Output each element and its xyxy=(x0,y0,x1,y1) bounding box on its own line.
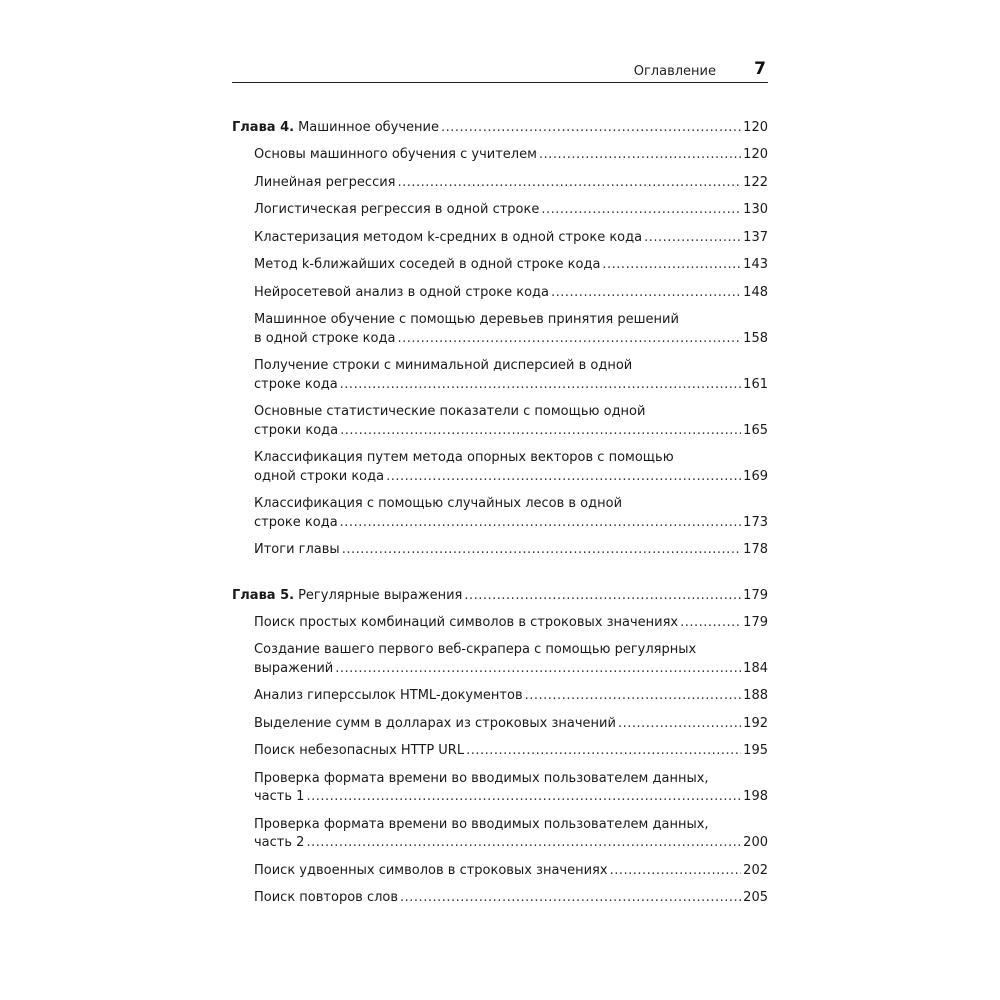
toc-entry-page: 179 xyxy=(743,614,768,630)
toc-entry-page: 200 xyxy=(743,835,768,850)
running-header-title: Оглавление xyxy=(633,64,716,79)
toc-entry-page: 122 xyxy=(743,174,768,190)
dot-leader xyxy=(464,587,741,606)
toc-entry-title: Поиск простых комбинаций символов в строковых значениях xyxy=(254,614,679,630)
toc-entry-title: Поиск небезопасных HTTP URL xyxy=(254,743,465,758)
dot-leader xyxy=(551,284,741,303)
toc-entry-page: 165 xyxy=(743,422,768,438)
toc-entry-title-line: Классификация с помощью случайных лесов в одной xyxy=(254,496,623,511)
dot-leader xyxy=(618,715,741,734)
dot-leader xyxy=(397,330,741,349)
toc-entry-page: 143 xyxy=(743,257,768,272)
toc-entry xyxy=(232,614,768,642)
toc-entry xyxy=(232,311,768,348)
dot-leader xyxy=(466,742,741,761)
chapter-number: Глава 4. xyxy=(232,120,295,135)
toc-entry-last-line xyxy=(254,660,768,679)
toc-entry-title-line: выражений xyxy=(254,660,334,676)
chapter-number: Глава 5. xyxy=(232,587,295,603)
dot-leader xyxy=(335,660,741,679)
page-number: 7 xyxy=(754,59,766,79)
toc-entry-last-line xyxy=(254,422,768,441)
toc-entry-title: Выделение сумм в долларах из строковых значений xyxy=(254,715,616,731)
toc-entry-page: 169 xyxy=(743,468,768,484)
toc-entry xyxy=(232,357,768,394)
toc-entry xyxy=(232,201,768,229)
dot-leader xyxy=(680,614,741,633)
chapter-section xyxy=(232,587,768,917)
dot-leader xyxy=(306,788,741,807)
dot-leader xyxy=(539,146,741,165)
toc-entry-title-line: Классификация путем метода опорных векторов с помощью xyxy=(254,450,674,465)
chapter-title: Машинное обучение xyxy=(298,120,439,135)
toc-entry-last-line xyxy=(254,834,768,853)
toc-entry-title: Анализ гиперссылок HTML-документов xyxy=(254,688,523,703)
toc-entry-title: Логистическая регрессия в одной строке xyxy=(254,202,540,217)
toc-entry xyxy=(232,284,768,312)
running-header xyxy=(232,60,768,83)
chapter-heading xyxy=(232,587,768,614)
toc-entry-title-line: Машинное обучение с помощью деревьев принятия решений xyxy=(254,312,679,327)
toc-entry xyxy=(232,229,768,257)
toc-entry-last-line xyxy=(254,468,768,487)
toc-entry xyxy=(232,403,768,440)
toc-entry-page: 158 xyxy=(743,330,768,346)
dot-leader xyxy=(400,889,741,908)
toc-entry-title-line: часть 1 xyxy=(254,789,305,804)
toc-entry-title-line: Проверка формата времени во вводимых пользователем данных, xyxy=(254,816,709,832)
toc-entry-page: 198 xyxy=(743,789,768,804)
chapter-label xyxy=(232,119,439,138)
toc-entry-page: 178 xyxy=(743,542,768,557)
toc-entry-page: 130 xyxy=(743,202,768,217)
toc-entry-title: Метод k-ближайших соседей в одной строке кода xyxy=(254,257,601,272)
dot-leader xyxy=(525,687,742,706)
toc-entry xyxy=(232,641,768,678)
toc-entry-page: 195 xyxy=(743,743,768,758)
toc-entry-title-line: Создание вашего первого веб-скрапера с помощью регулярных xyxy=(254,642,697,657)
toc-entry-last-line xyxy=(254,514,768,533)
dot-leader xyxy=(644,229,741,248)
toc-entry-page: 205 xyxy=(743,890,768,905)
toc-entry-title: Кластеризация методом k-средних в одной строке кода xyxy=(254,229,643,245)
toc-entry-title-line: Основные статистические показатели с помощью одной xyxy=(254,404,646,419)
toc-entry-title: Поиск удвоенных символов в строковых значениях xyxy=(254,862,608,878)
chapter-title: Регулярные выражения xyxy=(298,587,463,603)
dot-leader xyxy=(340,422,741,441)
toc-entry-title-line: строки кода xyxy=(254,422,339,438)
toc-entry-page: 192 xyxy=(743,715,768,731)
toc-entry-title-line: в одной строке кода xyxy=(254,330,396,346)
dot-leader xyxy=(441,119,741,138)
dot-leader xyxy=(541,201,741,220)
dot-leader xyxy=(340,514,742,533)
toc-entry-page: 120 xyxy=(743,147,768,162)
toc-entry-title: Поиск повторов слов xyxy=(254,890,399,905)
toc-entry-page: 161 xyxy=(743,376,768,392)
toc-entry xyxy=(232,256,768,284)
toc-entry-last-line xyxy=(254,788,768,807)
toc-entry xyxy=(232,174,768,202)
toc-entry xyxy=(232,715,768,743)
toc-entry-title-line: Проверка формата времени во вводимых пользователем данных, xyxy=(254,770,709,786)
toc-entry-last-line xyxy=(254,330,768,349)
toc-entry xyxy=(232,687,768,715)
dot-leader xyxy=(306,834,741,853)
toc-entry-title: Основы машинного обучения с учителем xyxy=(254,147,537,162)
toc-entry xyxy=(232,770,768,807)
toc-entry-title: Линейная регрессия xyxy=(254,174,396,190)
toc-entry-title: Итоги главы xyxy=(254,542,340,557)
toc-entry-title-line: строке кода xyxy=(254,376,338,392)
toc-entry-last-line xyxy=(254,376,768,395)
chapter-section xyxy=(232,119,768,569)
toc-entry xyxy=(232,541,768,569)
chapter-label xyxy=(232,587,462,606)
toc-entry xyxy=(232,449,768,486)
toc-entry-page: 137 xyxy=(743,229,768,245)
dot-leader xyxy=(610,862,742,881)
toc-entry xyxy=(232,146,768,174)
toc-entry-title-line: одной строки кода xyxy=(254,468,385,484)
table-of-contents xyxy=(232,119,768,917)
dot-leader xyxy=(386,468,741,487)
toc-entry xyxy=(232,862,768,890)
toc-entry-title-line: Получение строки с минимальной дисперсией в одной xyxy=(254,358,633,373)
toc-entry-page: 148 xyxy=(743,284,768,300)
toc-entry xyxy=(232,742,768,770)
chapter-page: 120 xyxy=(743,120,768,135)
toc-entry-title: Нейросетевой анализ в одной строке кода xyxy=(254,284,550,300)
chapter-page: 179 xyxy=(743,587,768,603)
toc-entry-title-line: часть 2 xyxy=(254,835,305,850)
toc-entry xyxy=(232,495,768,532)
toc-entry-page: 188 xyxy=(743,688,768,703)
toc-entry-page: 173 xyxy=(743,514,768,530)
chapter-heading xyxy=(232,119,768,146)
dot-leader xyxy=(340,376,742,395)
dot-leader xyxy=(397,174,741,193)
toc-entry-page: 184 xyxy=(743,660,768,676)
toc-entry-page: 202 xyxy=(743,862,768,878)
toc-entry xyxy=(232,816,768,853)
dot-leader xyxy=(602,256,741,275)
toc-entry xyxy=(232,889,768,917)
dot-leader xyxy=(342,541,741,560)
toc-entry-title-line: строке кода xyxy=(254,514,338,530)
